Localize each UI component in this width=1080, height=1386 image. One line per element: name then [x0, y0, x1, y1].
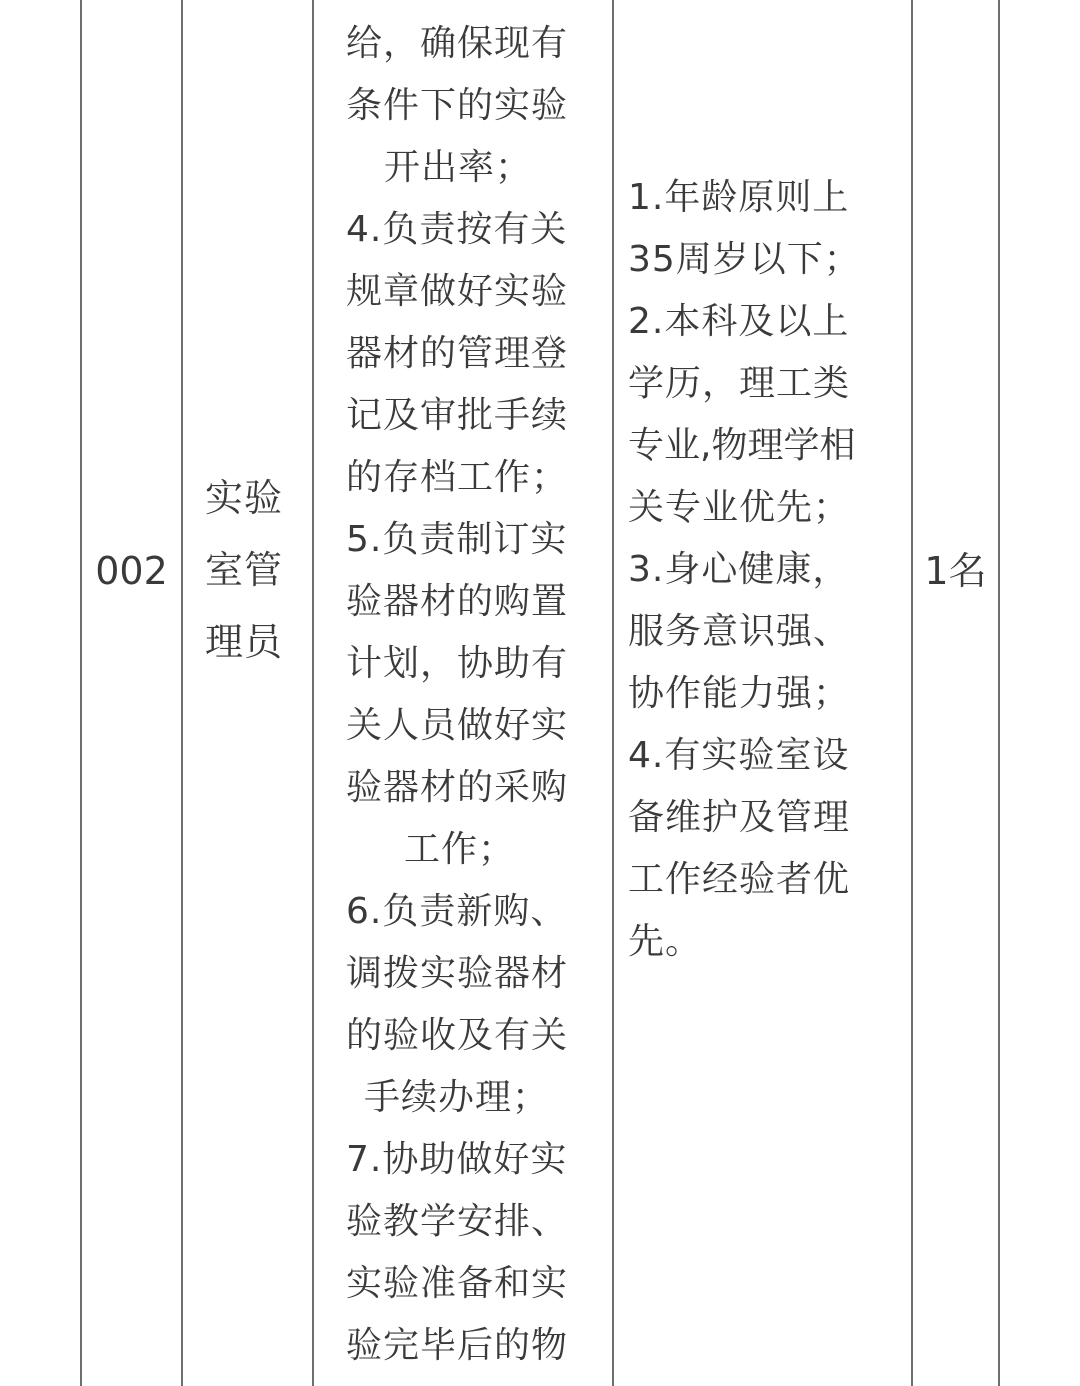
cell-quota: [913, 540, 998, 602]
duty-line: 验教学安排、: [346, 1201, 569, 1242]
duty-line: 开出率；: [384, 147, 533, 188]
cell-number: [82, 540, 181, 602]
cell-position: [183, 466, 312, 666]
table-border-right: [998, 0, 1000, 1386]
requirement-line: 2.本科及以上: [628, 301, 850, 342]
position-line: 理员: [205, 620, 284, 664]
duty-line: 规章做好实验: [346, 271, 569, 312]
duty-line: 工作；: [404, 829, 516, 870]
duty-line: 计划，协助有: [346, 643, 569, 684]
requirement-line: 3.身心健康，: [628, 549, 850, 590]
cell-requirements: [614, 0, 911, 1386]
duty-line: 手续办理；: [364, 1077, 550, 1118]
duty-line: 验器材的购置: [346, 581, 569, 622]
duty-line: 给，确保现有: [346, 23, 569, 64]
quota-count: 1名: [924, 549, 987, 593]
position-line: 室管: [205, 548, 284, 592]
duty-line: 的验收及有关: [346, 1015, 569, 1056]
row-number: 002: [95, 549, 168, 593]
requirement-line: 35周岁以下；: [628, 239, 861, 280]
duty-line: 4.负责按有关: [346, 209, 568, 250]
requirement-line: 服务意识强、: [628, 611, 851, 652]
duty-line: 验器材的采购: [346, 767, 569, 808]
requirement-line: 工作经验者优: [628, 859, 851, 900]
requirement-line: 关专业优先；: [628, 487, 851, 528]
duty-line: 记及审批手续: [346, 395, 569, 436]
duty-line: 器材的管理登: [346, 333, 569, 374]
requirement-line: 专业,物理学相: [628, 425, 856, 466]
requirement-line: 4.有实验室设: [628, 735, 850, 776]
requirement-line: 学历，理工类: [628, 363, 851, 404]
requirement-line: 协作能力强；: [628, 673, 851, 714]
duty-line: 关人员做好实: [346, 705, 569, 746]
duty-line: 调拨实验器材: [346, 953, 569, 994]
requirement-line: 1.年龄原则上: [628, 177, 850, 218]
table-border-4: [911, 0, 913, 1386]
duty-line: 条件下的实验: [346, 85, 569, 126]
position-line: 实验: [205, 476, 284, 520]
requirement-line: 备维护及管理: [628, 797, 851, 838]
duty-line: 5.负责制订实: [346, 519, 568, 560]
duty-line: 7.协助做好实: [346, 1139, 568, 1180]
duty-line: 实验准备和实: [346, 1263, 569, 1304]
table-border-left: [80, 0, 82, 1386]
duty-line: 的存档工作；: [346, 457, 569, 498]
duty-line: 验完毕后的物: [346, 1325, 569, 1366]
requirement-line: 先。: [628, 921, 703, 962]
table-border-1: [181, 0, 183, 1386]
duty-line: 6.负责新购、: [346, 891, 568, 932]
cell-duties: [314, 0, 612, 1386]
